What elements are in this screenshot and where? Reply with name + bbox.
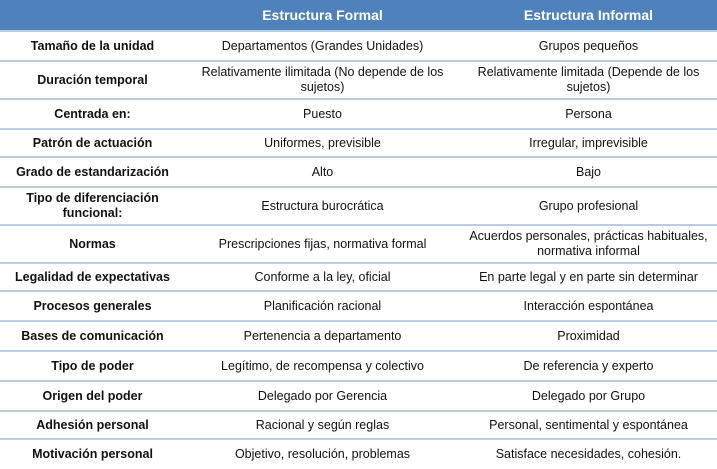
table-row: [0, 291, 717, 321]
formal-cell: Prescripciones fijas, normativa formal: [185, 225, 460, 263]
table-row: [0, 351, 717, 381]
informal-cell: Relativamente limitada (Depende de los sujetos): [460, 61, 717, 99]
formal-cell: Puesto: [185, 99, 460, 129]
formal-cell: Pertenencia a departamento: [185, 321, 460, 351]
header-row: [0, 0, 717, 31]
row-label: Origen del poder: [0, 381, 185, 411]
row-label: Adhesión personal: [0, 411, 185, 439]
table-row: [0, 439, 717, 469]
row-label: Tipo de poder: [0, 351, 185, 381]
row-label: Motivación personal: [0, 439, 185, 469]
formal-cell: Conforme a la ley, oficial: [185, 263, 460, 291]
table-row: [0, 61, 717, 99]
row-label: Tipo de diferenciación funcional:: [0, 187, 185, 225]
table-row: [0, 225, 717, 263]
formal-cell: Estructura burocrática: [185, 187, 460, 225]
row-label: Patrón de actuación: [0, 129, 185, 157]
row-label: Duración temporal: [0, 61, 185, 99]
informal-cell: Grupos pequeños: [460, 31, 717, 61]
informal-cell: De referencia y experto: [460, 351, 717, 381]
table-row: [0, 187, 717, 225]
header-informal: Estructura Informal: [460, 0, 717, 31]
formal-cell: Racional y según reglas: [185, 411, 460, 439]
row-label: Centrada en:: [0, 99, 185, 129]
informal-cell: Delegado por Grupo: [460, 381, 717, 411]
formal-cell: Objetivo, resolución, problemas: [185, 439, 460, 469]
informal-cell: Persona: [460, 99, 717, 129]
table-row: [0, 99, 717, 129]
informal-cell: Satisface necesidades, cohesión.: [460, 439, 717, 469]
informal-cell: En parte legal y en parte sin determinar: [460, 263, 717, 291]
informal-cell: Personal, sentimental y espontánea: [460, 411, 717, 439]
formal-cell: Legítimo, de recompensa y colectivo: [185, 351, 460, 381]
row-label: Normas: [0, 225, 185, 263]
informal-cell: Bajo: [460, 157, 717, 187]
formal-cell: Departamentos (Grandes Unidades): [185, 31, 460, 61]
table-row: [0, 321, 717, 351]
table-row: [0, 381, 717, 411]
row-label: Legalidad de expectativas: [0, 263, 185, 291]
table-row: [0, 411, 717, 439]
informal-cell: Grupo profesional: [460, 187, 717, 225]
informal-cell: Proximidad: [460, 321, 717, 351]
header-formal: Estructura Formal: [185, 0, 460, 31]
table-row: [0, 263, 717, 291]
formal-cell: Uniformes, previsible: [185, 129, 460, 157]
informal-cell: Interacción espontánea: [460, 291, 717, 321]
informal-cell: Acuerdos personales, prácticas habituales, normativa informal: [460, 225, 717, 263]
row-label: Grado de estandarización: [0, 157, 185, 187]
formal-cell: Delegado por Gerencia: [185, 381, 460, 411]
row-label: Bases de comunicación: [0, 321, 185, 351]
formal-cell: Planificación racional: [185, 291, 460, 321]
table-row: [0, 31, 717, 61]
table-row: [0, 157, 717, 187]
formal-cell: Alto: [185, 157, 460, 187]
table-row: [0, 129, 717, 157]
row-label: Tamaño de la unidad: [0, 31, 185, 61]
formal-cell: Relativamente ilimitada (No depende de los sujetos): [185, 61, 460, 99]
informal-cell: Irregular, imprevisible: [460, 129, 717, 157]
header-empty: [0, 0, 185, 31]
row-label: Procesos generales: [0, 291, 185, 321]
